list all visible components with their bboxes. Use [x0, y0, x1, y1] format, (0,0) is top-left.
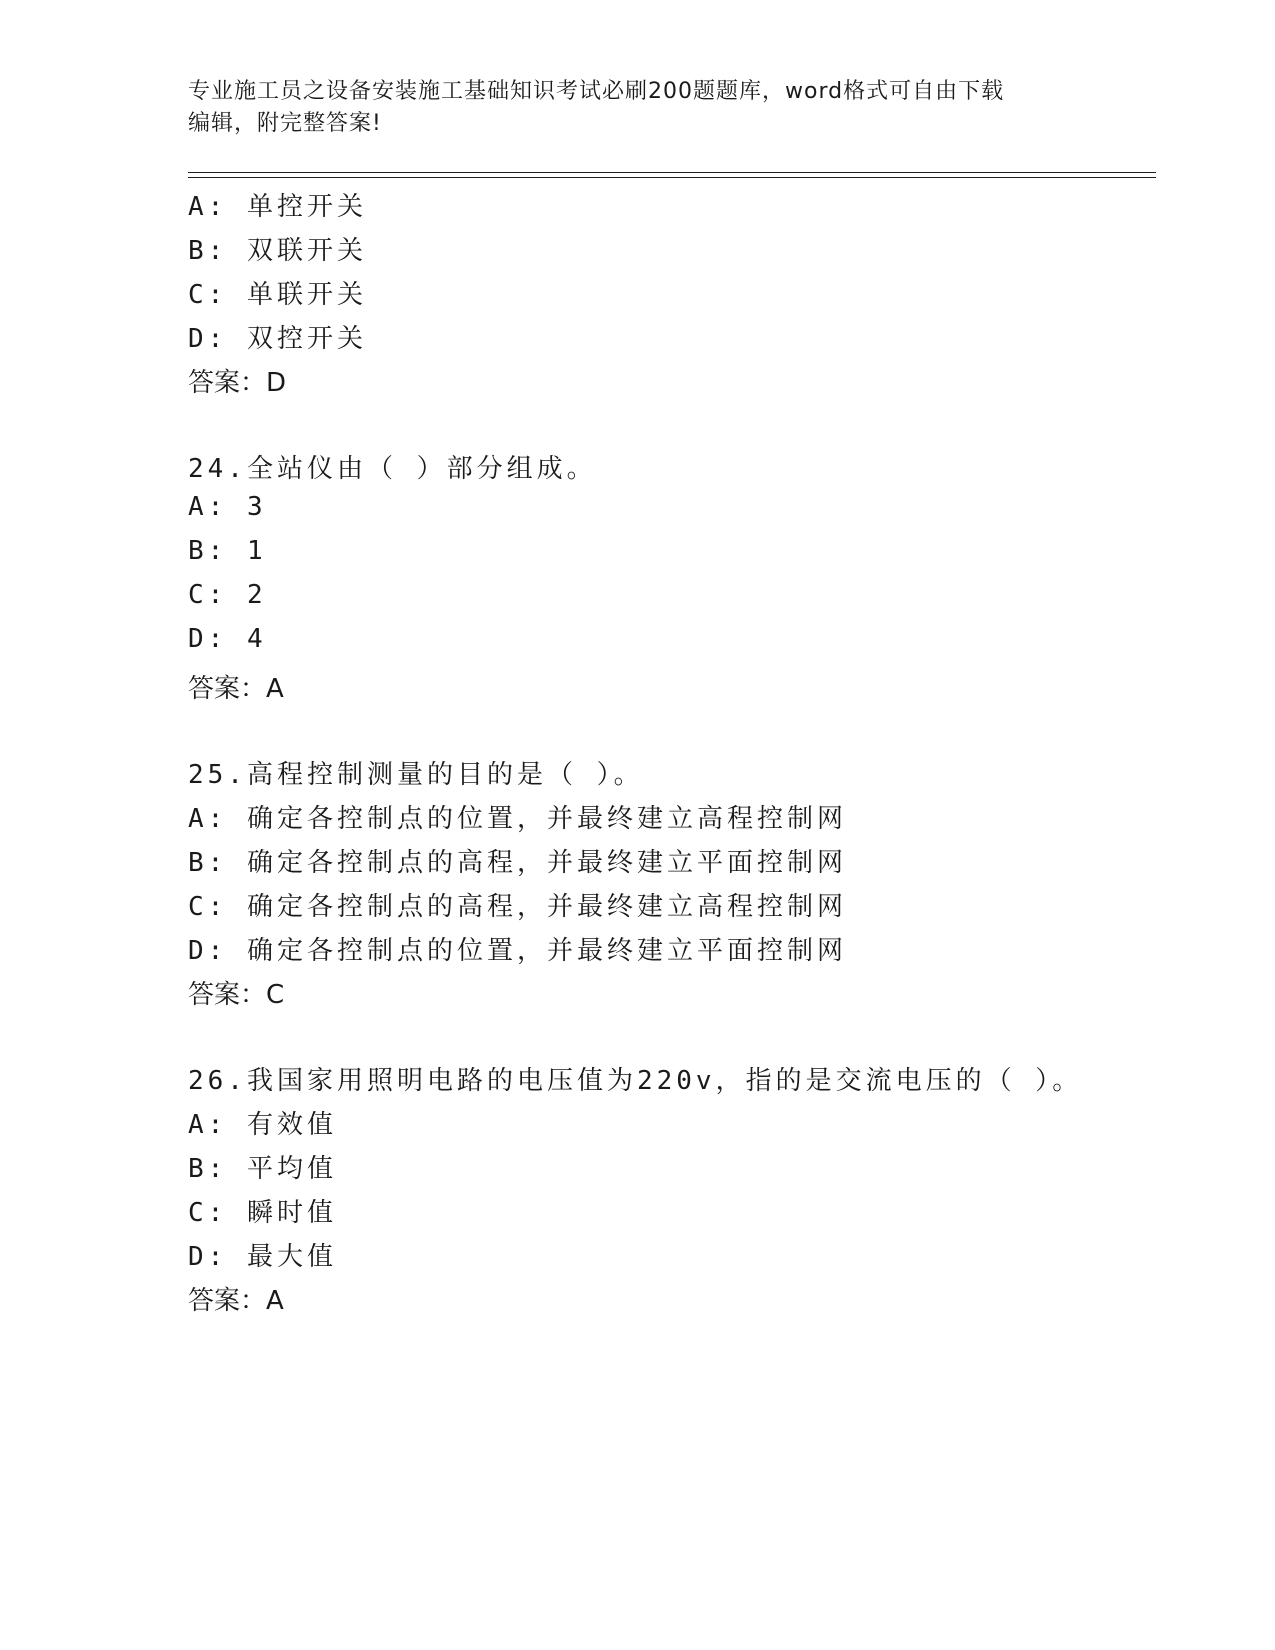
option-a: A: 3: [188, 492, 267, 522]
question-stem: 24.全站仪由（ ）部分组成。: [188, 454, 597, 484]
option-c: C: 确定各控制点的高程，并最终建立高程控制网: [188, 892, 847, 922]
option-a: A: 有效值: [188, 1110, 337, 1140]
option-d: D: 4: [188, 624, 267, 654]
option-d: D: 确定各控制点的位置，并最终建立平面控制网: [188, 936, 847, 966]
header-divider-bottom: [188, 177, 1156, 178]
question-stem: 26.我国家用照明电路的电压值为220v，指的是交流电压的（ ）。: [188, 1066, 1083, 1096]
option-b: B: 双联开关: [188, 236, 367, 266]
option-c: C: 瞬时值: [188, 1198, 337, 1228]
header-divider-top: [188, 172, 1156, 173]
question-stem: 25.高程控制测量的目的是（ ）。: [188, 760, 644, 790]
option-d: D: 双控开关: [188, 324, 367, 354]
header-title-line-2: 编辑，附完整答案!: [188, 111, 382, 136]
option-d: D: 最大值: [188, 1242, 337, 1272]
answer: 答案：A: [188, 1286, 284, 1316]
option-c: C: 单联开关: [188, 280, 367, 310]
answer: 答案：D: [188, 368, 287, 398]
option-a: A: 确定各控制点的位置，并最终建立高程控制网: [188, 804, 847, 834]
option-b: B: 确定各控制点的高程，并最终建立平面控制网: [188, 848, 847, 878]
option-a: A: 单控开关: [188, 192, 367, 222]
option-b: B: 1: [188, 536, 267, 566]
header-title-line-1: 专业施工员之设备安装施工基础知识考试必刷200题题库，word格式可自由下载: [188, 79, 1005, 104]
option-c: C: 2: [188, 580, 267, 610]
answer: 答案：C: [188, 980, 285, 1010]
answer: 答案：A: [188, 674, 284, 704]
option-b: B: 平均值: [188, 1154, 337, 1184]
